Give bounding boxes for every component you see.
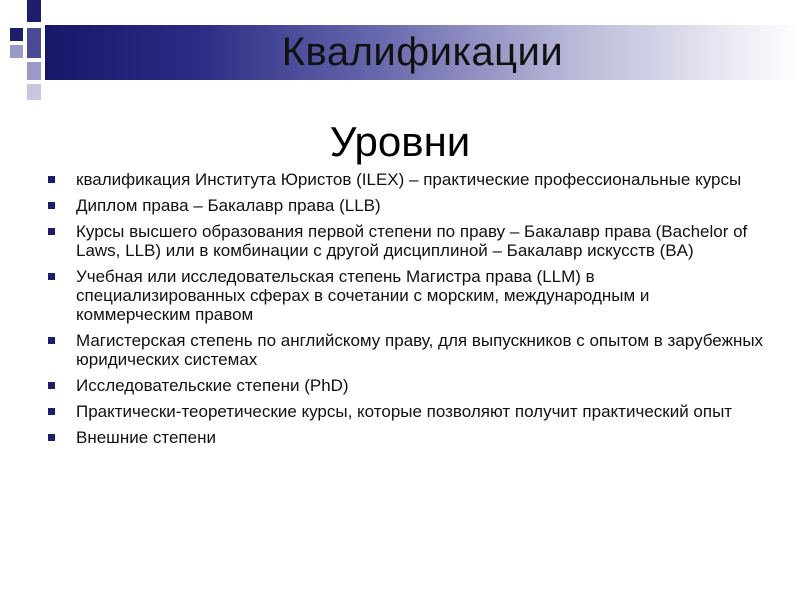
square-bullet-icon bbox=[48, 202, 55, 209]
list-item bbox=[46, 376, 766, 395]
list-item bbox=[46, 222, 766, 260]
list-item-text: Учебная или исследовательская степень Магистра права (LLM) в специализированных сферах в сочетании с морским, международным и коммерческим правом bbox=[76, 267, 650, 324]
decor-square bbox=[27, 62, 41, 80]
list-item-text: квалификация Института Юристов (ILEX) – практические профессиональные курсы bbox=[76, 170, 742, 189]
square-bullet-icon bbox=[48, 273, 55, 280]
list-item-text: Исследовательские степени (PhD) bbox=[76, 376, 349, 395]
list-item bbox=[46, 428, 766, 447]
square-bullet-icon bbox=[48, 408, 55, 415]
decor-square bbox=[10, 28, 23, 41]
square-bullet-icon bbox=[48, 382, 55, 389]
list-item bbox=[46, 170, 766, 189]
decor-square bbox=[10, 45, 23, 58]
square-bullet-icon bbox=[48, 228, 55, 235]
slide-title: Квалификации bbox=[281, 30, 564, 74]
bullet-list bbox=[46, 170, 766, 454]
square-bullet-icon bbox=[48, 176, 55, 183]
list-item-text: Диплом права – Бакалавр права (LLB) bbox=[76, 196, 381, 215]
square-bullet-icon bbox=[48, 434, 55, 441]
list-item-text: Магистерская степень по английскому праву, для выпускников с опытом в зарубежных юридических системах bbox=[76, 331, 764, 369]
decor-square bbox=[27, 84, 41, 100]
list-item-text: Курсы высшего образования первой степени по праву – Бакалавр права (Bachelor of Laws, LLB) или в комбинации с другой дисциплиной – Бакалавр искусств (BA) bbox=[76, 222, 748, 260]
decor-square bbox=[27, 28, 41, 58]
list-item bbox=[46, 331, 766, 369]
slide-subtitle: Уровни bbox=[329, 118, 471, 165]
square-bullet-icon bbox=[48, 337, 55, 344]
list-item bbox=[46, 402, 766, 421]
decor-square bbox=[27, 0, 41, 22]
list-item bbox=[46, 196, 766, 215]
list-item-text: Внешние степени bbox=[76, 428, 216, 447]
list-item-text: Практически-теоретические курсы, которые позволяют получит практический опыт bbox=[76, 402, 733, 421]
list-item bbox=[46, 267, 766, 324]
